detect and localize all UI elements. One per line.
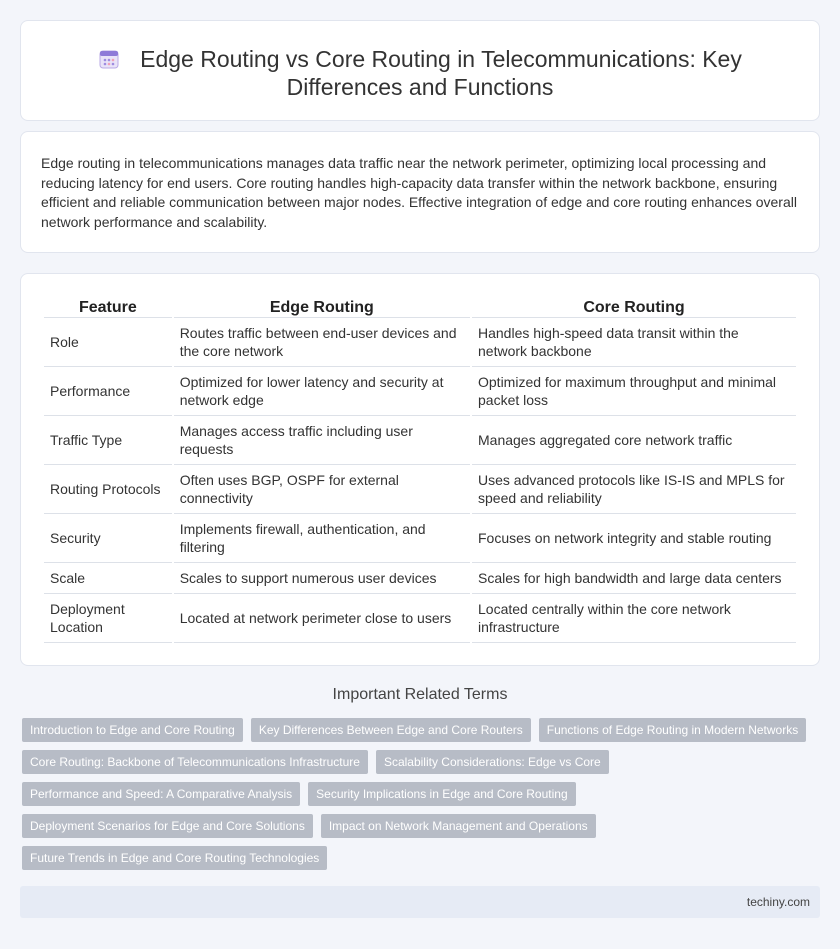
table-row xyxy=(44,563,796,594)
related-term-tag[interactable]: Functions of Edge Routing in Modern Networks xyxy=(539,718,806,742)
tag-row xyxy=(22,718,802,742)
feature-cell: Role xyxy=(44,318,172,367)
core-cell: Handles high-speed data transit within the network backbone xyxy=(472,318,796,367)
feature-cell: Security xyxy=(44,514,172,563)
core-cell: Scales for high bandwidth and large data centers xyxy=(472,563,796,594)
feature-cell: Traffic Type xyxy=(44,416,172,465)
core-cell: Located centrally within the core network infrastructure xyxy=(472,594,796,643)
related-term-tag[interactable]: Key Differences Between Edge and Core Routers xyxy=(251,718,531,742)
edge-cell: Optimized for lower latency and security at network edge xyxy=(174,367,470,416)
related-term-tag[interactable]: Performance and Speed: A Comparative Analysis xyxy=(22,782,300,806)
table-row xyxy=(44,465,796,514)
related-term-tag[interactable]: Security Implications in Edge and Core Routing xyxy=(308,782,575,806)
edge-cell: Manages access traffic including user requests xyxy=(174,416,470,465)
feature-cell: Performance xyxy=(44,367,172,416)
tag-row xyxy=(22,782,802,806)
footer-brand[interactable]: techiny.com xyxy=(746,895,810,909)
core-cell: Focuses on network integrity and stable routing xyxy=(472,514,796,563)
edge-cell: Implements firewall, authentication, and filtering xyxy=(174,514,470,563)
related-term-tag[interactable]: Scalability Considerations: Edge vs Core xyxy=(376,750,609,774)
edge-cell: Located at network perimeter close to users xyxy=(174,594,470,643)
comparison-table xyxy=(42,294,798,643)
header-feature: Feature xyxy=(44,294,172,318)
related-term-tag[interactable]: Future Trends in Edge and Core Routing Technologies xyxy=(22,846,327,870)
related-term-tag[interactable]: Deployment Scenarios for Edge and Core Solutions xyxy=(22,814,313,838)
page-title-wrap xyxy=(61,45,779,101)
header-edge-routing: Edge Routing xyxy=(174,294,470,318)
edge-cell: Routes traffic between end-user devices and the core network xyxy=(174,318,470,367)
table-row xyxy=(44,514,796,563)
table-header-row xyxy=(44,294,796,318)
calendar-grid-icon xyxy=(98,48,120,70)
related-term-tag[interactable]: Impact on Network Management and Operations xyxy=(321,814,596,838)
intro-paragraph: Edge routing in telecommunications manages data traffic near the network perimeter, optimizing local processing and reducing latency for end users. Core routing handles high-capacity data transfer within the network backbone, ensuring efficient and reliable communication between major nodes. Effective integration of edge and core routing enhances overall network performance and scalability. xyxy=(41,155,797,230)
header-core-routing: Core Routing xyxy=(472,294,796,318)
comparison-table-card xyxy=(20,273,820,666)
feature-cell: Scale xyxy=(44,563,172,594)
core-cell: Uses advanced protocols like IS-IS and MPLS for speed and reliability xyxy=(472,465,796,514)
table-row xyxy=(44,594,796,643)
table-row xyxy=(44,318,796,367)
tag-row xyxy=(22,846,802,870)
page-title: Edge Routing vs Core Routing in Telecommunications: Key Differences and Functions xyxy=(140,46,742,100)
footer xyxy=(20,886,820,918)
header-card xyxy=(20,20,820,121)
feature-cell: Deployment Location xyxy=(44,594,172,643)
table-row xyxy=(44,416,796,465)
related-term-tag[interactable]: Core Routing: Backbone of Telecommunications Infrastructure xyxy=(22,750,368,774)
related-term-tag[interactable]: Introduction to Edge and Core Routing xyxy=(22,718,243,742)
tag-row xyxy=(22,750,802,774)
edge-cell: Often uses BGP, OSPF for external connectivity xyxy=(174,465,470,514)
table-row xyxy=(44,367,796,416)
edge-cell: Scales to support numerous user devices xyxy=(174,563,470,594)
core-cell: Optimized for maximum throughput and minimal packet loss xyxy=(472,367,796,416)
intro-card xyxy=(20,131,820,253)
feature-cell: Routing Protocols xyxy=(44,465,172,514)
core-cell: Manages aggregated core network traffic xyxy=(472,416,796,465)
related-terms-title: Important Related Terms xyxy=(332,686,508,703)
tag-row xyxy=(22,814,802,838)
related-terms-list xyxy=(22,718,802,878)
